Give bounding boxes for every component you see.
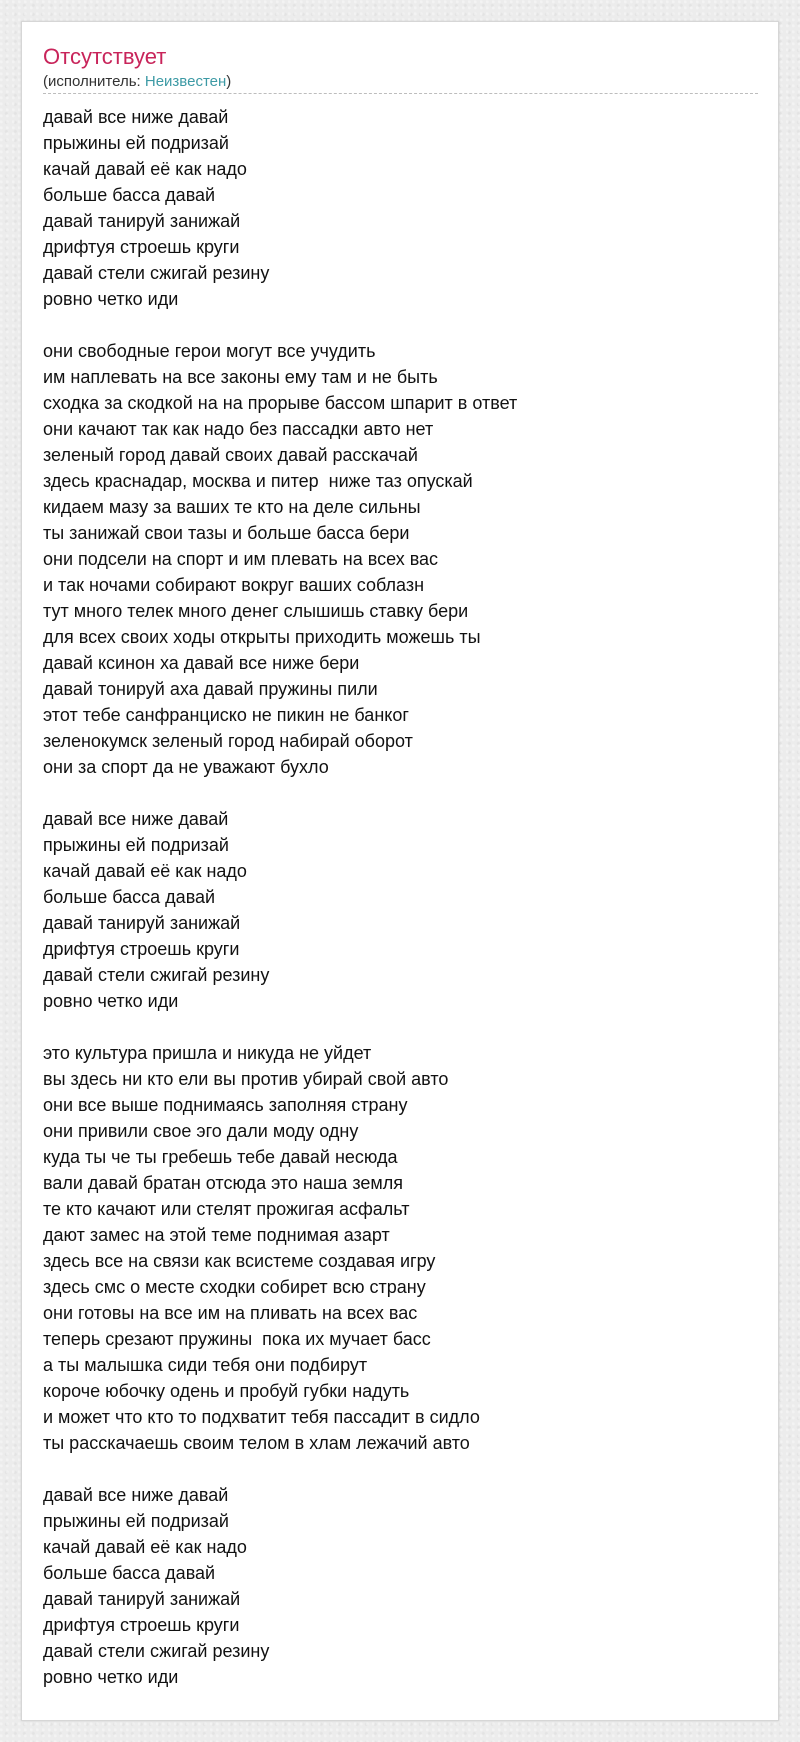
lyric-line: они подсели на спорт и им плевать на всех вас (43, 549, 439, 569)
song-title: Отсутствует (43, 44, 167, 69)
lyrics-card (21, 21, 779, 1721)
lyric-line: кидаем мазу за ваших те кто на деле сильны (43, 497, 421, 517)
lyric-line: ровно четко иди (43, 289, 179, 309)
artist-suffix: ) (226, 73, 232, 90)
lyric-line: и может что кто то подхватит тебя пассадит в сидло (43, 1407, 480, 1427)
lyric-line: давай стели сжигай резину (43, 263, 270, 283)
lyric-line: вали давай братан отсюда это наша земля (43, 1173, 404, 1193)
lyric-line: они качают так как надо без пассадки авто нет (43, 419, 434, 439)
lyric-line: давай танируй занижай (43, 1589, 241, 1609)
lyric-line: качай давай её как надо (43, 861, 247, 881)
lyric-line: и так ночами собирают вокруг ваших соблазн (43, 575, 425, 595)
lyric-line: они свободные герои могут все учудить (43, 341, 376, 361)
lyric-line: больше басса давай (43, 887, 216, 907)
lyric-line: здесь все на связи как всистеме создавая игру (43, 1251, 436, 1271)
lyric-line: давай ксинон ха давай все ниже бери (43, 653, 360, 673)
lyric-line: этот тебе санфранциско не пикин не банког (43, 705, 409, 725)
lyric-line: сходка за скодкой на на прорыве бассом шпарит в ответ (43, 393, 518, 413)
lyric-line: зеленокумск зеленый город набирай оборот (43, 731, 413, 751)
lyric-line: прыжины ей подризай (43, 133, 229, 153)
lyric-line: дрифтуя строешь круги (43, 939, 240, 959)
lyric-line: здесь смс о месте сходки собирет всю страну (43, 1277, 426, 1297)
lyric-line: ты расскачаешь своим телом в хлам лежачий авто (43, 1433, 470, 1453)
lyric-line: прыжины ей подризай (43, 835, 229, 855)
lyric-line: те кто качают или стелят прожигая асфальт (43, 1199, 410, 1219)
lyric-line: качай давай её как надо (43, 1537, 247, 1557)
lyric-line: больше басса давай (43, 185, 216, 205)
artist-link[interactable]: Неизвестен (144, 73, 227, 90)
lyric-line: дают замес на этой теме поднимая азарт (43, 1225, 390, 1245)
lyric-line: они все выше поднимаясь заполняя страну (43, 1095, 408, 1115)
lyric-line: тут много телек много денег слышишь ставку бери (43, 601, 469, 621)
stanza-break (43, 1014, 743, 1040)
header-divider (43, 93, 758, 94)
lyric-line: зеленый город давай своих давай расскачай (43, 445, 418, 465)
lyric-line: качай давай её как надо (43, 159, 247, 179)
artist-prefix: (исполнитель: (43, 73, 145, 90)
lyric-line: ты занижай свои тазы и больше басса бери (43, 523, 410, 543)
lyric-line: дрифтуя строешь круги (43, 1615, 240, 1635)
lyric-line: теперь срезают пружины пока их мучает басс (43, 1329, 431, 1349)
lyric-line: давай танируй занижай (43, 913, 241, 933)
lyric-line: давай все ниже давай (43, 809, 229, 829)
stanza-break (43, 312, 743, 338)
lyric-line: для всех своих ходы открыты приходить можешь ты (43, 627, 481, 647)
stanza-break (43, 1456, 743, 1482)
lyric-line: давай стели сжигай резину (43, 1641, 270, 1661)
lyric-line: прыжины ей подризай (43, 1511, 229, 1531)
stanza-break (43, 780, 743, 806)
lyric-line: они за спорт да не уважают бухло (43, 757, 329, 777)
artist-line (43, 73, 231, 91)
lyrics-text (43, 104, 743, 1690)
lyric-line: дрифтуя строешь круги (43, 237, 240, 257)
lyric-line: им наплевать на все законы ему там и не быть (43, 367, 438, 387)
lyric-line: давай все ниже давай (43, 107, 229, 127)
lyric-line: ровно четко иди (43, 1667, 179, 1687)
lyric-line: короче юбочку одень и пробуй губки надуть (43, 1381, 410, 1401)
lyric-line: здесь краснадар, москва и питер ниже таз опускай (43, 471, 473, 491)
lyric-line: больше басса давай (43, 1563, 216, 1583)
lyric-line: куда ты че ты гребешь тебе давай несюда (43, 1147, 398, 1167)
lyric-line: ровно четко иди (43, 991, 179, 1011)
lyric-line: давай стели сжигай резину (43, 965, 270, 985)
lyric-line: давай все ниже давай (43, 1485, 229, 1505)
lyric-line: давай танируй занижай (43, 211, 241, 231)
lyric-line: они готовы на все им на пливать на всех вас (43, 1303, 418, 1323)
lyric-line: они привили свое эго дали моду одну (43, 1121, 359, 1141)
lyric-line: давай тонируй аха давай пружины пили (43, 679, 378, 699)
lyric-line: вы здесь ни кто ели вы против убирай свой авто (43, 1069, 449, 1089)
lyric-line: а ты малышка сиди тебя они подбирут (43, 1355, 368, 1375)
lyric-line: это культура пришла и никуда не уйдет (43, 1043, 372, 1063)
